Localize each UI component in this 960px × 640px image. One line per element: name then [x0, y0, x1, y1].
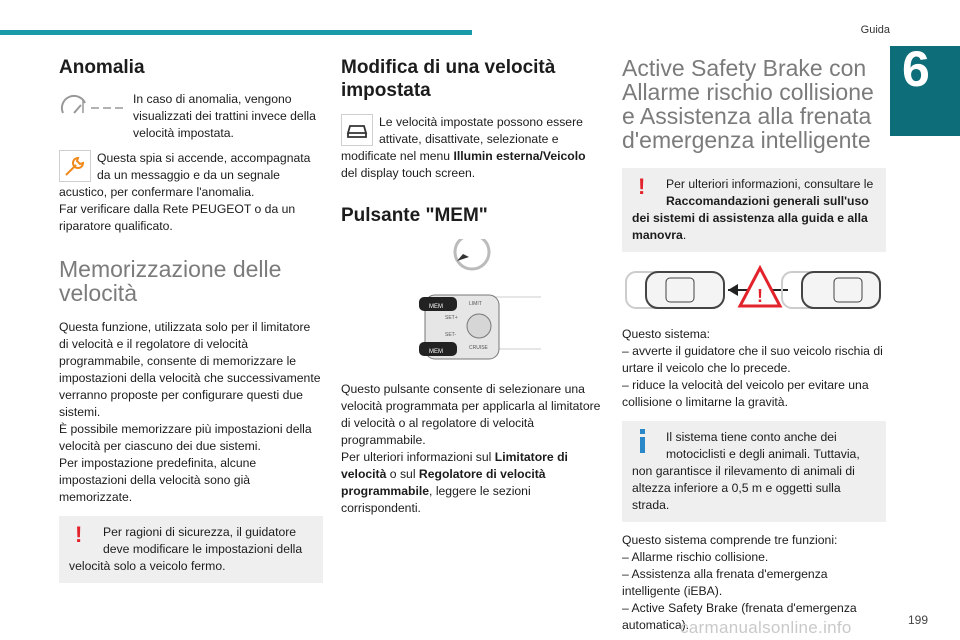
mem-text-1: Questo pulsante consente di selezionare una velocità programmata per applicarla al limitatore di velocità o al regolatore di velocità programmabile. [341, 382, 601, 447]
stalk-label: SET- [445, 332, 457, 338]
cruise-stalk-icon [341, 239, 605, 367]
memorization-text-3: Per impostazione predefinita, alcune impostazioni della velocità sono già memorizzate. [59, 456, 257, 504]
mem-link-regulator: Regolatore di velocità programmabile [341, 467, 546, 498]
modify-heading: Modifica di una velocità impostata [341, 57, 556, 101]
page-number: 199 [908, 613, 929, 627]
anomaly-heading: Anomalia [59, 57, 145, 78]
system-item-2: – riduce la velocità del veicolo per evitare una collisione o limitarne la gravità. [622, 378, 869, 409]
car-settings-icon [341, 114, 373, 146]
stalk-label: CRUISE [469, 345, 488, 351]
wrench-warning-icon [59, 150, 91, 182]
warning-mark-icon: ! [638, 174, 646, 199]
collision-warning-mark: ! [757, 286, 763, 306]
column-1 [59, 56, 323, 593]
info-note-text: Il sistema tiene conto anche dei motociclisti e degli animali. Tuttavia, non garantisce il rilevamento di animali di altezza inferiore a 0,5 m e oggetti sulla strada. [632, 430, 860, 512]
watermark: carmanualsonline.info [680, 618, 852, 637]
collision-cars-illustration [622, 262, 886, 318]
function-item-2: – Assistenza alla frenata d'emergenza intelligente (iEBA). [622, 567, 828, 598]
memorization-text-2: È possibile memorizzare più impostazioni della velocità per ciascuno dei due sistemi. [59, 422, 312, 453]
recommendations-link: Raccomandazioni generali sull'uso dei sistemi di assistenza alla guida e alla manovra [632, 194, 869, 242]
mem-text-2b: o sul [386, 467, 419, 481]
recommendations-note [622, 168, 886, 252]
mem-link-limiter: Limitatore di velocità [341, 450, 568, 481]
memorization-text-1: Questa funzione, utilizzata solo per il limitatore di velocità e il regolatore di velocità programmabile, consente di memorizzare le impostazioni della velocità che successivamente verranno proposte per configurare questi due sistemi. [59, 320, 321, 419]
modify-menu-name: Illumin esterna/Veicolo [453, 149, 586, 163]
function-item-1: – Allarme rischio collisione. [622, 550, 769, 564]
section-title: Guida [860, 24, 890, 36]
mem-text-2a: Per ulteriori informazioni sul [341, 450, 495, 464]
functions-intro: Questo sistema comprende tre funzioni: [622, 533, 838, 547]
recommendations-text-b: . [682, 228, 687, 242]
system-intro: Questo sistema: [622, 327, 711, 341]
anomaly-text-3: Far verificare dalla Rete PEUGEOT o da un riparatore qualificato. [59, 202, 296, 233]
modify-text-a: Le velocità impostate possono essere attivate, disattivate, selezionate e modificate nel menu [341, 115, 583, 163]
modify-text [341, 114, 605, 182]
system-item-1: – avverte il guidatore che il suo veicolo rischia di urtare il veicolo che lo precede. [622, 344, 883, 375]
asb-heading: Active Safety Brake con Allarme rischio collisione e Assistenza alla frenata d'emergenza intelligente [622, 55, 874, 153]
safety-warning-note [59, 516, 323, 583]
column-2 [341, 56, 605, 517]
recommendations-text-a: Per ulteriori informazioni, consultare le [666, 177, 874, 191]
mem-button-heading: Pulsante "MEM" [341, 205, 488, 226]
memorization-heading: Memorizzazione delle velocità [59, 256, 282, 306]
column-3 [622, 56, 886, 634]
top-accent-bar [0, 30, 472, 35]
anomaly-text-1: In caso di anomalia, vengono visualizzati dei trattini invece della velocità impostata. [133, 92, 316, 140]
anomaly-text-2: Questa spia si accende, accompagnata da un messaggio e da un segnale acustico, per confermare l'anomalia. [59, 151, 311, 199]
modify-text-b: del display touch screen. [341, 166, 476, 180]
stalk-label: MEM [429, 349, 443, 355]
safety-warning-text: Per ragioni di sicurezza, il guidatore deve modificare le impostazioni della velocità solo a veicolo fermo. [69, 525, 303, 573]
function-item-3: – Active Safety Brake (frenata d'emergenza automatica). [622, 601, 857, 632]
stalk-label: LIMIT [469, 301, 482, 307]
info-note [622, 421, 886, 522]
collision-cars-icon [622, 262, 886, 318]
warning-mark-icon: ! [75, 522, 83, 547]
info-mark-icon [638, 429, 658, 457]
stalk-label: MEM [429, 304, 443, 310]
mem-text-2c: , leggere le sezioni corrispondenti. [341, 484, 531, 515]
cruise-stalk-illustration [341, 239, 605, 367]
stalk-label: SET+ [445, 315, 458, 321]
speed-dashes-icon [59, 91, 125, 125]
recommendations-text [632, 176, 876, 244]
chapter-number: 6 [902, 41, 930, 97]
mem-text-2 [341, 449, 605, 517]
